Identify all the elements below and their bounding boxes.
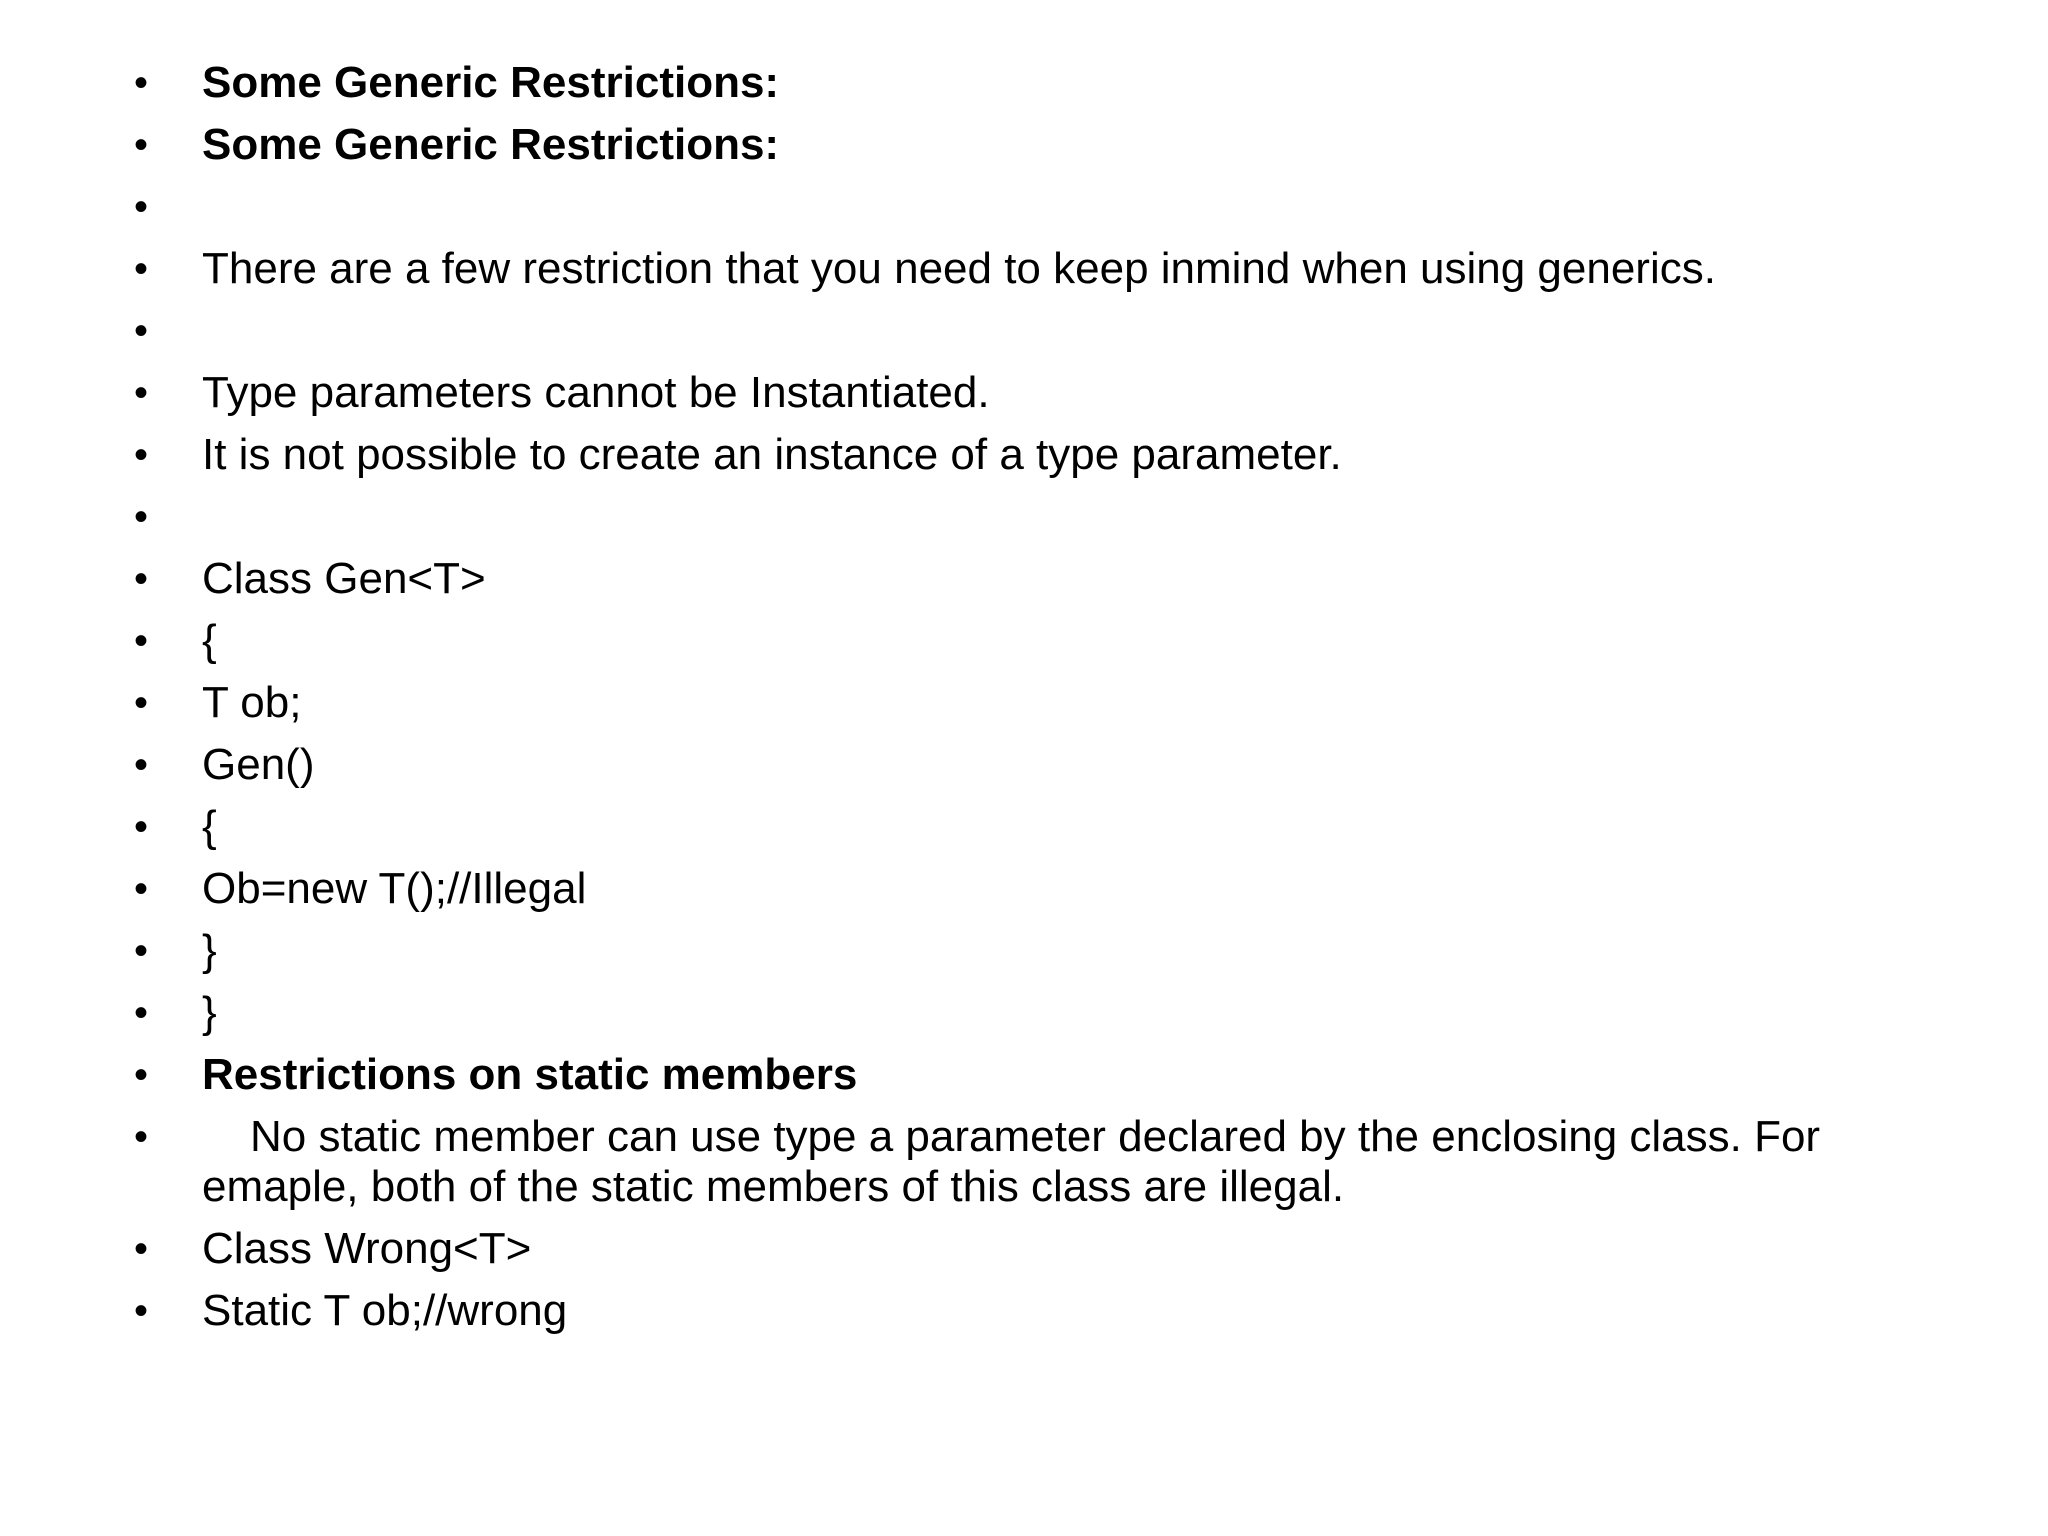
list-item-text: Type parameters cannot be Instantiated. xyxy=(202,368,990,417)
bullet-icon: • xyxy=(133,1115,148,1159)
list-item xyxy=(120,796,1980,858)
list-item xyxy=(120,1106,1980,1218)
bullet-icon: • xyxy=(133,805,148,849)
list-item xyxy=(120,176,1980,238)
list-item xyxy=(120,114,1980,176)
bullet-icon: • xyxy=(133,371,148,415)
code-line: { xyxy=(202,616,217,665)
bullet-icon: • xyxy=(133,247,148,291)
bullet-icon: • xyxy=(133,867,148,911)
code-line: Class Wrong<T> xyxy=(202,1224,532,1273)
indent-spacer xyxy=(202,1112,250,1161)
list-item-text: There are a few restriction that you need to keep inmind when using generics. xyxy=(202,244,1716,293)
list-item xyxy=(120,548,1980,610)
heading-generic-restrictions: Some Generic Restrictions: xyxy=(202,58,780,107)
list-item xyxy=(120,672,1980,734)
list-item xyxy=(120,486,1980,548)
list-item xyxy=(120,238,1980,300)
bullet-icon: • xyxy=(133,1289,148,1333)
code-line: } xyxy=(202,926,217,975)
code-line: Gen() xyxy=(202,740,315,789)
paragraph-static-members xyxy=(202,1112,1820,1211)
heading-generic-restrictions-repeat: Some Generic Restrictions: xyxy=(202,120,780,169)
bullet-icon: • xyxy=(133,619,148,663)
list-item xyxy=(120,858,1980,920)
bullet-icon: • xyxy=(133,991,148,1035)
code-line: Ob=new T();//Illegal xyxy=(202,864,587,913)
list-item-text: It is not possible to create an instance of a type parameter. xyxy=(202,430,1342,479)
list-item xyxy=(120,734,1980,796)
bullet-icon: • xyxy=(133,743,148,787)
code-line: Class Gen<T> xyxy=(202,554,486,603)
list-item xyxy=(120,424,1980,486)
paragraph-text: No static member can use type a parameter declared by the enclosing class. For emaple, both of the static members of this class are illegal. xyxy=(202,1112,1821,1211)
bullet-list xyxy=(120,52,1980,1342)
bullet-icon: • xyxy=(133,185,148,229)
bullet-icon: • xyxy=(133,1227,148,1271)
heading-static-restrictions: Restrictions on static members xyxy=(202,1050,858,1099)
bullet-icon: • xyxy=(133,557,148,601)
list-item xyxy=(120,1044,1980,1106)
list-item xyxy=(120,1218,1980,1280)
bullet-icon: • xyxy=(133,929,148,973)
bullet-icon: • xyxy=(133,61,148,105)
list-item xyxy=(120,300,1980,362)
bullet-icon: • xyxy=(133,123,148,167)
list-item xyxy=(120,610,1980,672)
bullet-icon: • xyxy=(133,495,148,539)
code-line: { xyxy=(202,802,217,851)
code-line: T ob; xyxy=(202,678,302,727)
bullet-icon: • xyxy=(133,1053,148,1097)
list-item xyxy=(120,362,1980,424)
list-item xyxy=(120,920,1980,982)
bullet-icon: • xyxy=(133,309,148,353)
code-line: } xyxy=(202,988,217,1037)
list-item xyxy=(120,982,1980,1044)
code-line: Static T ob;//wrong xyxy=(202,1286,568,1335)
bullet-icon: • xyxy=(133,433,148,477)
bullet-icon: • xyxy=(133,681,148,725)
list-item xyxy=(120,1280,1980,1342)
list-item xyxy=(120,52,1980,114)
